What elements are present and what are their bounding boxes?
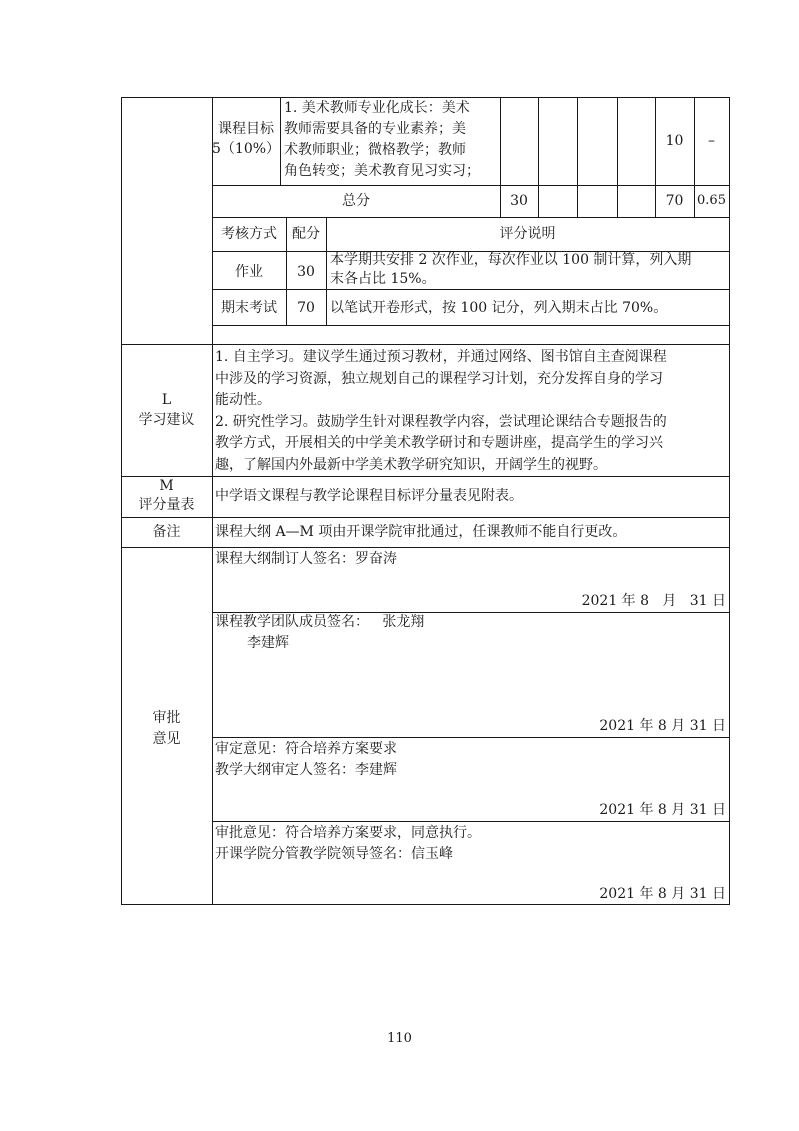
review-opinion: 审定意见：符合培养方案要求 — [215, 741, 397, 757]
approval-opinion: 审批意见：符合培养方案要求，同意执行。 — [215, 825, 481, 841]
assessment-header-score: 配分 — [292, 226, 320, 242]
goal5-description: 1. 美术教师专业化成长：美术 教师需要具备的专业素养；美 术教师职业；微格教学；教师 角色转变；美术教育见习实习； — [284, 100, 480, 179]
assessment-header-method: 考核方式 — [221, 226, 277, 242]
goal-divider — [538, 97, 539, 217]
college-leader-signature: 开课学院分管教学院领导签名：信玉峰 — [215, 846, 453, 862]
section-m-title: M 评分量表 — [138, 478, 195, 513]
approval-divider — [212, 737, 730, 738]
assessment-row-desc: 以笔试开卷形式，按 100 记分，列入期末占比 70%。 — [330, 300, 668, 316]
total-label: 总分 — [342, 193, 370, 209]
section-divider — [121, 476, 730, 477]
outline-author-signature: 课程大纲制订人签名：罗奋涛 — [215, 551, 397, 567]
row-divider — [212, 185, 730, 186]
team-member-signature: 课程教学团队成员签名： 张龙翔 — [215, 614, 425, 630]
row-divider — [212, 289, 730, 290]
row-divider — [212, 325, 730, 326]
section-m-content: 中学语文课程与教学论课程目标评分量表见附表。 — [215, 488, 523, 504]
reviewer-signature: 教学大纲审定人签名：李建辉 — [215, 762, 397, 778]
remarks-title: 备注 — [152, 524, 181, 540]
section-divider — [121, 547, 730, 548]
assessment-row-desc: 本学期共安排 2 次作业，每次作业以 100 制计算，列入期 末各占比 15%。 — [330, 252, 692, 287]
page-number: 110 — [387, 1031, 412, 1046]
total-value-3: 0.65 — [697, 193, 726, 208]
signature-date: 2021 年 8 月 31 日 — [599, 886, 726, 902]
assessment-row-method: 作业 — [235, 264, 263, 280]
approval-title: 审批 意见 — [152, 710, 181, 747]
goal-divider — [280, 97, 281, 185]
section-divider — [121, 344, 730, 345]
section-l-title: L 学习建议 — [138, 392, 195, 428]
goal-divider — [577, 97, 578, 217]
assessment-header-desc: 评分说明 — [499, 226, 556, 242]
goal5-score: 10 — [665, 133, 684, 149]
remarks-content: 课程大纲 A—M 项由开课学院审批通过，任课教师不能自行更改。 — [215, 524, 627, 540]
approval-divider — [212, 821, 730, 822]
row-divider — [212, 217, 730, 218]
team-member-signature-2: 李建辉 — [247, 635, 289, 651]
total-value-1: 30 — [510, 193, 528, 209]
section-l-content: 1. 自主学习。建议学生通过预习教材，并通过网络、图书馆自主查阅课程 中涉及的学习资源，独立规划自己的课程学习计划，充分发挥自身的学习 能动性。 2. 研究性学习。鼓励学生针对课程教学内容，尝试理论课结合专题报告的 教学方式，开展相关的中学美术教学研讨和专题讲座，提高学生的学习兴 趣，了解国内外最新中学美术教学研究知识，开阔学生的视野。 — [215, 349, 667, 473]
goal5-dash: – — [708, 133, 715, 149]
signature-date: 2021 年 8 月 31 日 — [581, 593, 726, 609]
goal5-label: 课程目标 5（10%） — [212, 121, 281, 157]
assessment-row-score: 70 — [297, 300, 315, 316]
goal-divider — [617, 97, 618, 217]
assessment-row-score: 30 — [297, 264, 315, 280]
section-divider — [121, 517, 730, 518]
signature-date: 2021 年 8 月 31 日 — [599, 802, 726, 818]
assessment-row-method: 期末考试 — [221, 300, 277, 316]
signature-date: 2021 年 8 月 31 日 — [599, 718, 726, 734]
table-right-border — [729, 97, 730, 905]
total-value-2: 70 — [665, 193, 684, 209]
main-column-divider — [212, 97, 213, 905]
